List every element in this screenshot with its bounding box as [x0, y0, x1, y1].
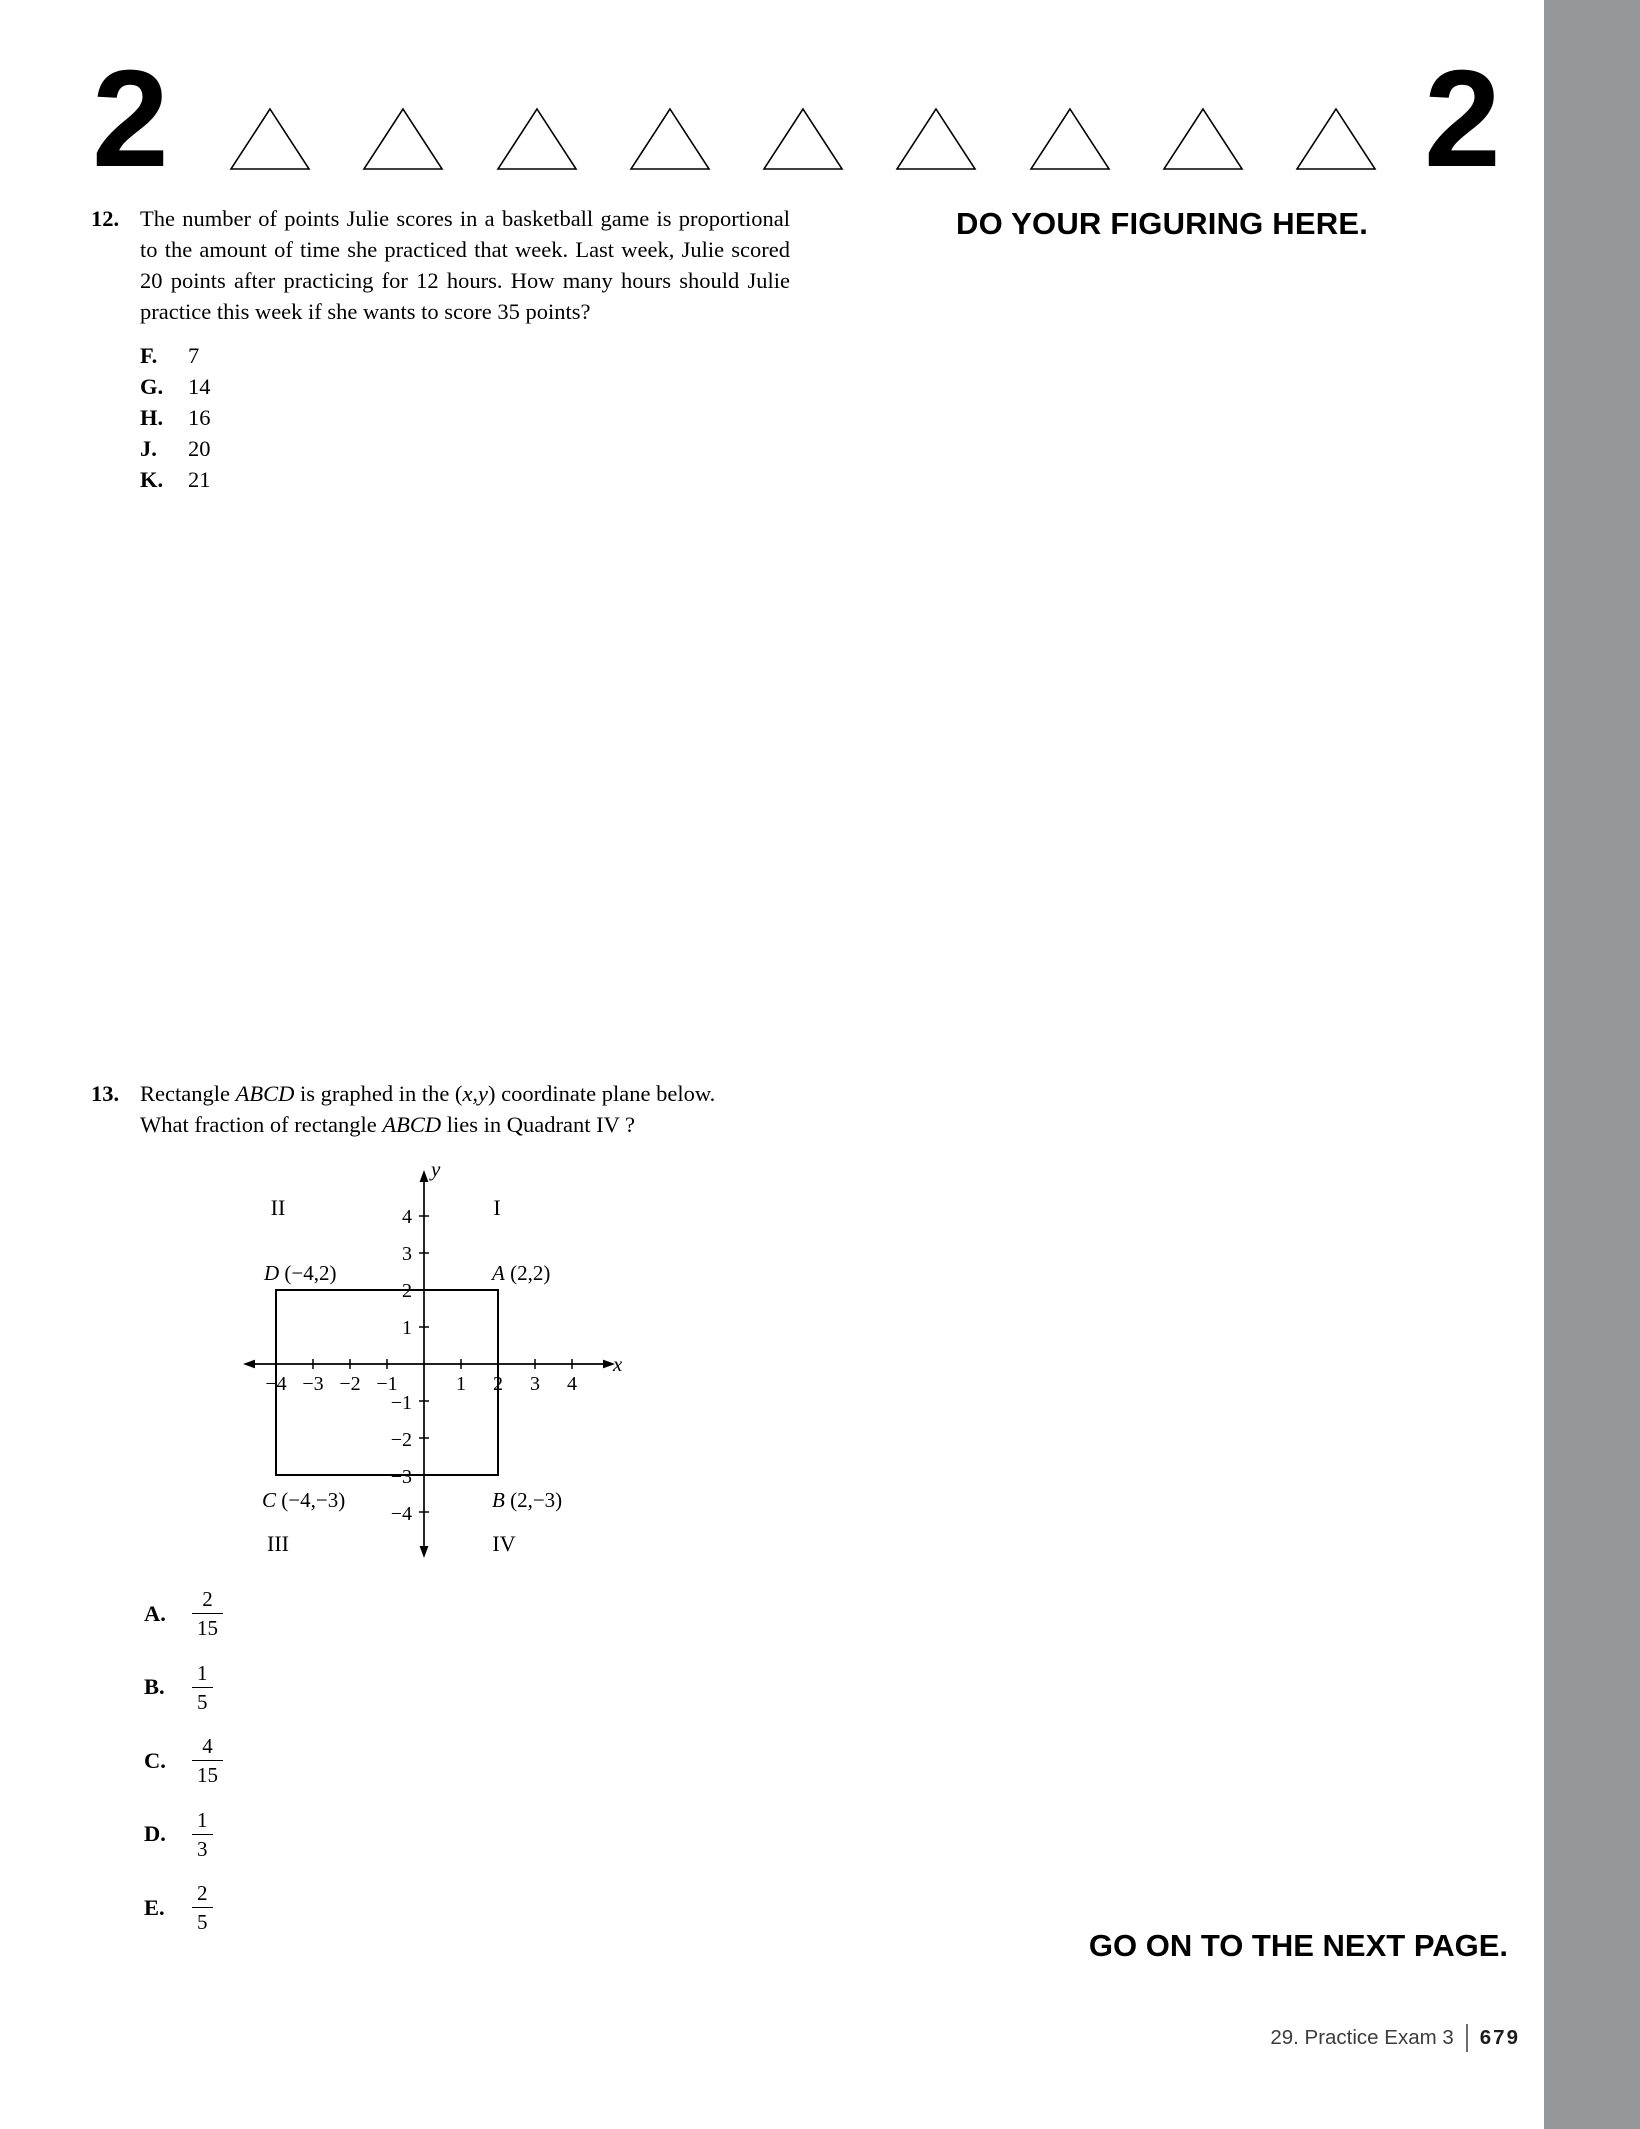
vertex-d-label: D (−4,2)	[264, 1261, 337, 1285]
choice-letter: D.	[144, 1821, 166, 1847]
question-text: The number of points Julie scores in a basketball game is proportional to the amount of time she practiced that week. Last week, Julie scored 20 points after practicing for 12 hours. How many hours should Julie practice this week if she wants to score 35 points?	[140, 206, 790, 324]
choice-row	[144, 1798, 223, 1872]
coordinate-plane-figure	[234, 1159, 664, 1579]
svg-text:−3: −3	[390, 1466, 412, 1488]
question-text: Rectangle ABCD is graphed in the (x,y) coordinate plane below. What fraction of rectangle ABCD lies in Quadrant IV ?	[140, 1081, 716, 1137]
choice-row	[144, 1577, 223, 1651]
svg-text:−1: −1	[376, 1373, 398, 1395]
svg-text:−4: −4	[265, 1373, 287, 1395]
choice-letter: A.	[144, 1600, 166, 1626]
x-axis-label: x	[613, 1352, 623, 1376]
choice-letter: J.	[140, 436, 157, 461]
footer-book-label: 29. Practice Exam 3	[1270, 2026, 1454, 2049]
triangle-icon	[894, 106, 978, 172]
choice-row	[144, 1724, 223, 1798]
choice-letter: H.	[140, 405, 164, 430]
choice-value: 7	[188, 343, 200, 368]
quadrant-iv-label: IV	[492, 1531, 516, 1556]
svg-text:−4: −4	[390, 1503, 412, 1525]
choice-letter: K.	[140, 467, 164, 492]
choice-fraction: $\frac{1}{5}$	[192, 1661, 213, 1714]
choice-value: 16	[188, 405, 211, 430]
y-tick-labels	[391, 1206, 412, 1525]
choice-letter: B.	[144, 1674, 165, 1700]
triangle-icon	[495, 106, 579, 172]
x-axis	[243, 1359, 615, 1369]
triangle-icon	[1161, 106, 1245, 172]
quadrant-i-label: I	[493, 1195, 501, 1220]
figuring-heading: DO YOUR FIGURING HERE.	[956, 206, 1369, 241]
section-number-right: 2	[1424, 42, 1499, 196]
choice-value: 21	[188, 467, 211, 492]
page-edge-bar	[1544, 0, 1640, 2129]
vertex-b-label: B (2,−3)	[492, 1488, 563, 1512]
choice-letter: F.	[140, 343, 158, 368]
choice-value: 20	[188, 436, 211, 461]
choices-q12	[140, 340, 811, 495]
svg-text:−2: −2	[390, 1429, 412, 1451]
footer-page-number: 679	[1479, 2026, 1520, 2049]
svg-text:4: 4	[567, 1373, 577, 1395]
choice-letter: G.	[140, 374, 164, 399]
footer-divider	[1466, 2024, 1468, 2052]
page-footer	[1270, 2024, 1520, 2052]
choice-row	[144, 1651, 223, 1725]
svg-text:4: 4	[402, 1206, 412, 1228]
svg-text:1: 1	[402, 1317, 412, 1339]
x-tick-labels	[265, 1373, 577, 1395]
triangle-icon	[628, 106, 712, 172]
question-12	[91, 203, 811, 495]
choice-row	[144, 1871, 223, 1945]
vertex-c-label: C (−4,−3)	[262, 1488, 346, 1512]
question-13	[91, 1078, 811, 1140]
quadrant-iii-label: III	[267, 1531, 289, 1556]
vertex-a-label: A (2,2)	[492, 1261, 551, 1285]
triangle-icon	[1294, 106, 1378, 172]
svg-text:−1: −1	[390, 1392, 412, 1414]
choice-letter: E.	[144, 1894, 165, 1920]
go-on-text: GO ON TO THE NEXT PAGE.	[1088, 1928, 1508, 1963]
choice-letter: C.	[144, 1747, 166, 1773]
choice-fraction: $\frac{2}{15}$	[192, 1587, 223, 1640]
choice-row	[140, 340, 811, 371]
svg-text:2: 2	[493, 1373, 503, 1395]
choice-fraction: $\frac{2}{5}$	[192, 1881, 213, 1934]
triangle-row	[228, 106, 1378, 172]
choice-value: 14	[188, 374, 211, 399]
triangle-icon	[228, 106, 312, 172]
triangle-icon	[1028, 106, 1112, 172]
question-number: 12.	[91, 206, 120, 231]
svg-text:3: 3	[402, 1243, 412, 1265]
svg-text:−3: −3	[302, 1373, 324, 1395]
y-axis-label: y	[431, 1159, 441, 1181]
section-number-left: 2	[92, 42, 167, 196]
svg-text:−2: −2	[339, 1373, 361, 1395]
choice-row	[140, 371, 811, 402]
choice-fraction: $\frac{4}{15}$	[192, 1734, 223, 1787]
svg-text:1: 1	[456, 1373, 466, 1395]
quadrant-ii-label: II	[270, 1195, 286, 1220]
svg-text:2: 2	[402, 1280, 412, 1302]
svg-text:3: 3	[530, 1373, 540, 1395]
choices-q13	[144, 1577, 223, 1945]
triangle-icon	[361, 106, 445, 172]
choice-row	[140, 402, 811, 433]
choice-row	[140, 433, 811, 464]
choice-fraction: $\frac{1}{3}$	[192, 1808, 213, 1861]
triangle-icon	[761, 106, 845, 172]
question-number: 13.	[91, 1081, 120, 1106]
choice-row	[140, 464, 811, 495]
